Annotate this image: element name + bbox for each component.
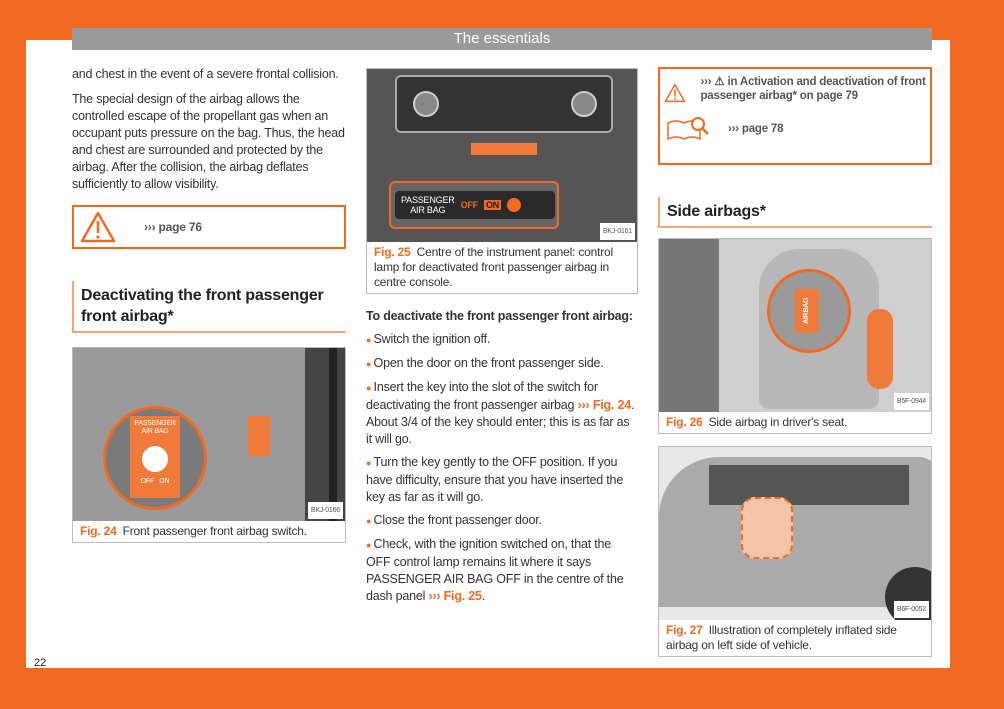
step [366, 331, 638, 349]
figure-link[interactable]: ››› Fig. 24 [577, 398, 631, 412]
warning-box [658, 67, 932, 165]
figure-number: Fig. 24 [80, 524, 117, 538]
step-text: Close the front passenger door. [373, 513, 542, 527]
caption-text: Centre of the instrument panel: control lamp for deactivated front passenger airbag in centre console. [374, 245, 613, 289]
figure-code: BKJ-0166 [308, 502, 343, 519]
step [366, 355, 638, 373]
caption-text: Front passenger front airbag switch. [122, 524, 307, 538]
middle-column [366, 68, 638, 611]
step-text: Open the door on the front passenger side. [373, 356, 604, 370]
label: AIR BAG [410, 205, 446, 215]
warning-icon [660, 75, 700, 111]
page-number: 22 [34, 657, 47, 669]
figure-caption [73, 521, 345, 542]
figure-code: B5F-0944 [894, 393, 929, 410]
figure-27 [658, 446, 932, 657]
figure-image [73, 348, 345, 521]
figure-image [659, 447, 931, 620]
step-text: Insert the key into the slot of the switch for deactivating the front passenger airbag [366, 380, 598, 412]
step-text: Turn the key gently to the OFF position. If you have difficulty, ensure that you have inserted the key as far as it will go. [366, 455, 624, 504]
label: ON [159, 478, 170, 485]
figure-caption [367, 242, 637, 293]
paragraph: and chest in the event of a severe frontal collision. [72, 67, 339, 81]
figure-caption [659, 412, 931, 433]
step [366, 379, 638, 448]
caption-text: Side airbag in driver's seat. [708, 415, 848, 429]
figure-25 [366, 68, 638, 294]
step [366, 454, 638, 506]
step [366, 536, 638, 605]
step [366, 512, 638, 530]
page-ref-link[interactable]: ››› page 76 [144, 219, 202, 234]
page-ref-link[interactable]: ››› ⚠ in Activation and deactivation of front passenger airbag* on page 79 [700, 76, 926, 102]
paragraph: The special design of the airbag allows the controlled escape of the propellant gas when an occupant puts pressure on the bag. Thus, the head and chest are surrounded and protected by the airbag. After the collision, the airbag deflates sufficiently to allow visibility. [72, 92, 345, 191]
figure-link[interactable]: ››› Fig. 25 [428, 589, 482, 603]
figure-image [659, 239, 931, 412]
subheading: To deactivate the front passenger front airbag: [366, 309, 633, 323]
label: PASSENGER [134, 420, 176, 427]
label: OFF [460, 200, 478, 210]
section-heading: Side airbags* [658, 197, 932, 228]
page-ref-link[interactable]: ››› page 78 [728, 122, 784, 135]
step-text: Check, with the ignition switched on, that the OFF control lamp remains lit where it says PASSENGER AIR BAG OFF in the centre of the dash panel [366, 537, 624, 603]
figure-number: Fig. 25 [374, 245, 411, 259]
label: PASSENGER [401, 195, 455, 205]
airbag-label: AIRBAG [795, 289, 819, 333]
step-text: . About 3/4 of the key should enter; this is as far as it will go. [366, 398, 635, 446]
label: AIR BAG [141, 428, 169, 435]
step-text: Switch the ignition off. [373, 332, 491, 346]
figure-image [367, 69, 637, 242]
label: ON [485, 200, 500, 210]
page-header: The essentials [72, 28, 932, 50]
section-heading: Deactivating the front passenger front airbag* [72, 281, 346, 333]
figure-caption [659, 620, 931, 656]
figure-number: Fig. 27 [666, 623, 703, 637]
figure-24 [72, 347, 346, 543]
figure-number: Fig. 26 [666, 415, 703, 429]
warning-box [72, 205, 346, 249]
figure-code: BKJ-0161 [600, 223, 635, 240]
step-text: . [481, 589, 486, 603]
right-column [658, 67, 932, 657]
label: OFF [140, 478, 155, 485]
figure-code: B6F-0052 [894, 601, 929, 618]
caption-text: Illustration of completely inflated side airbag on left side of vehicle. [666, 623, 897, 652]
figure-26 [658, 238, 932, 434]
left-column [72, 66, 346, 543]
warning-icon [74, 209, 144, 245]
book-search-icon [660, 115, 728, 143]
